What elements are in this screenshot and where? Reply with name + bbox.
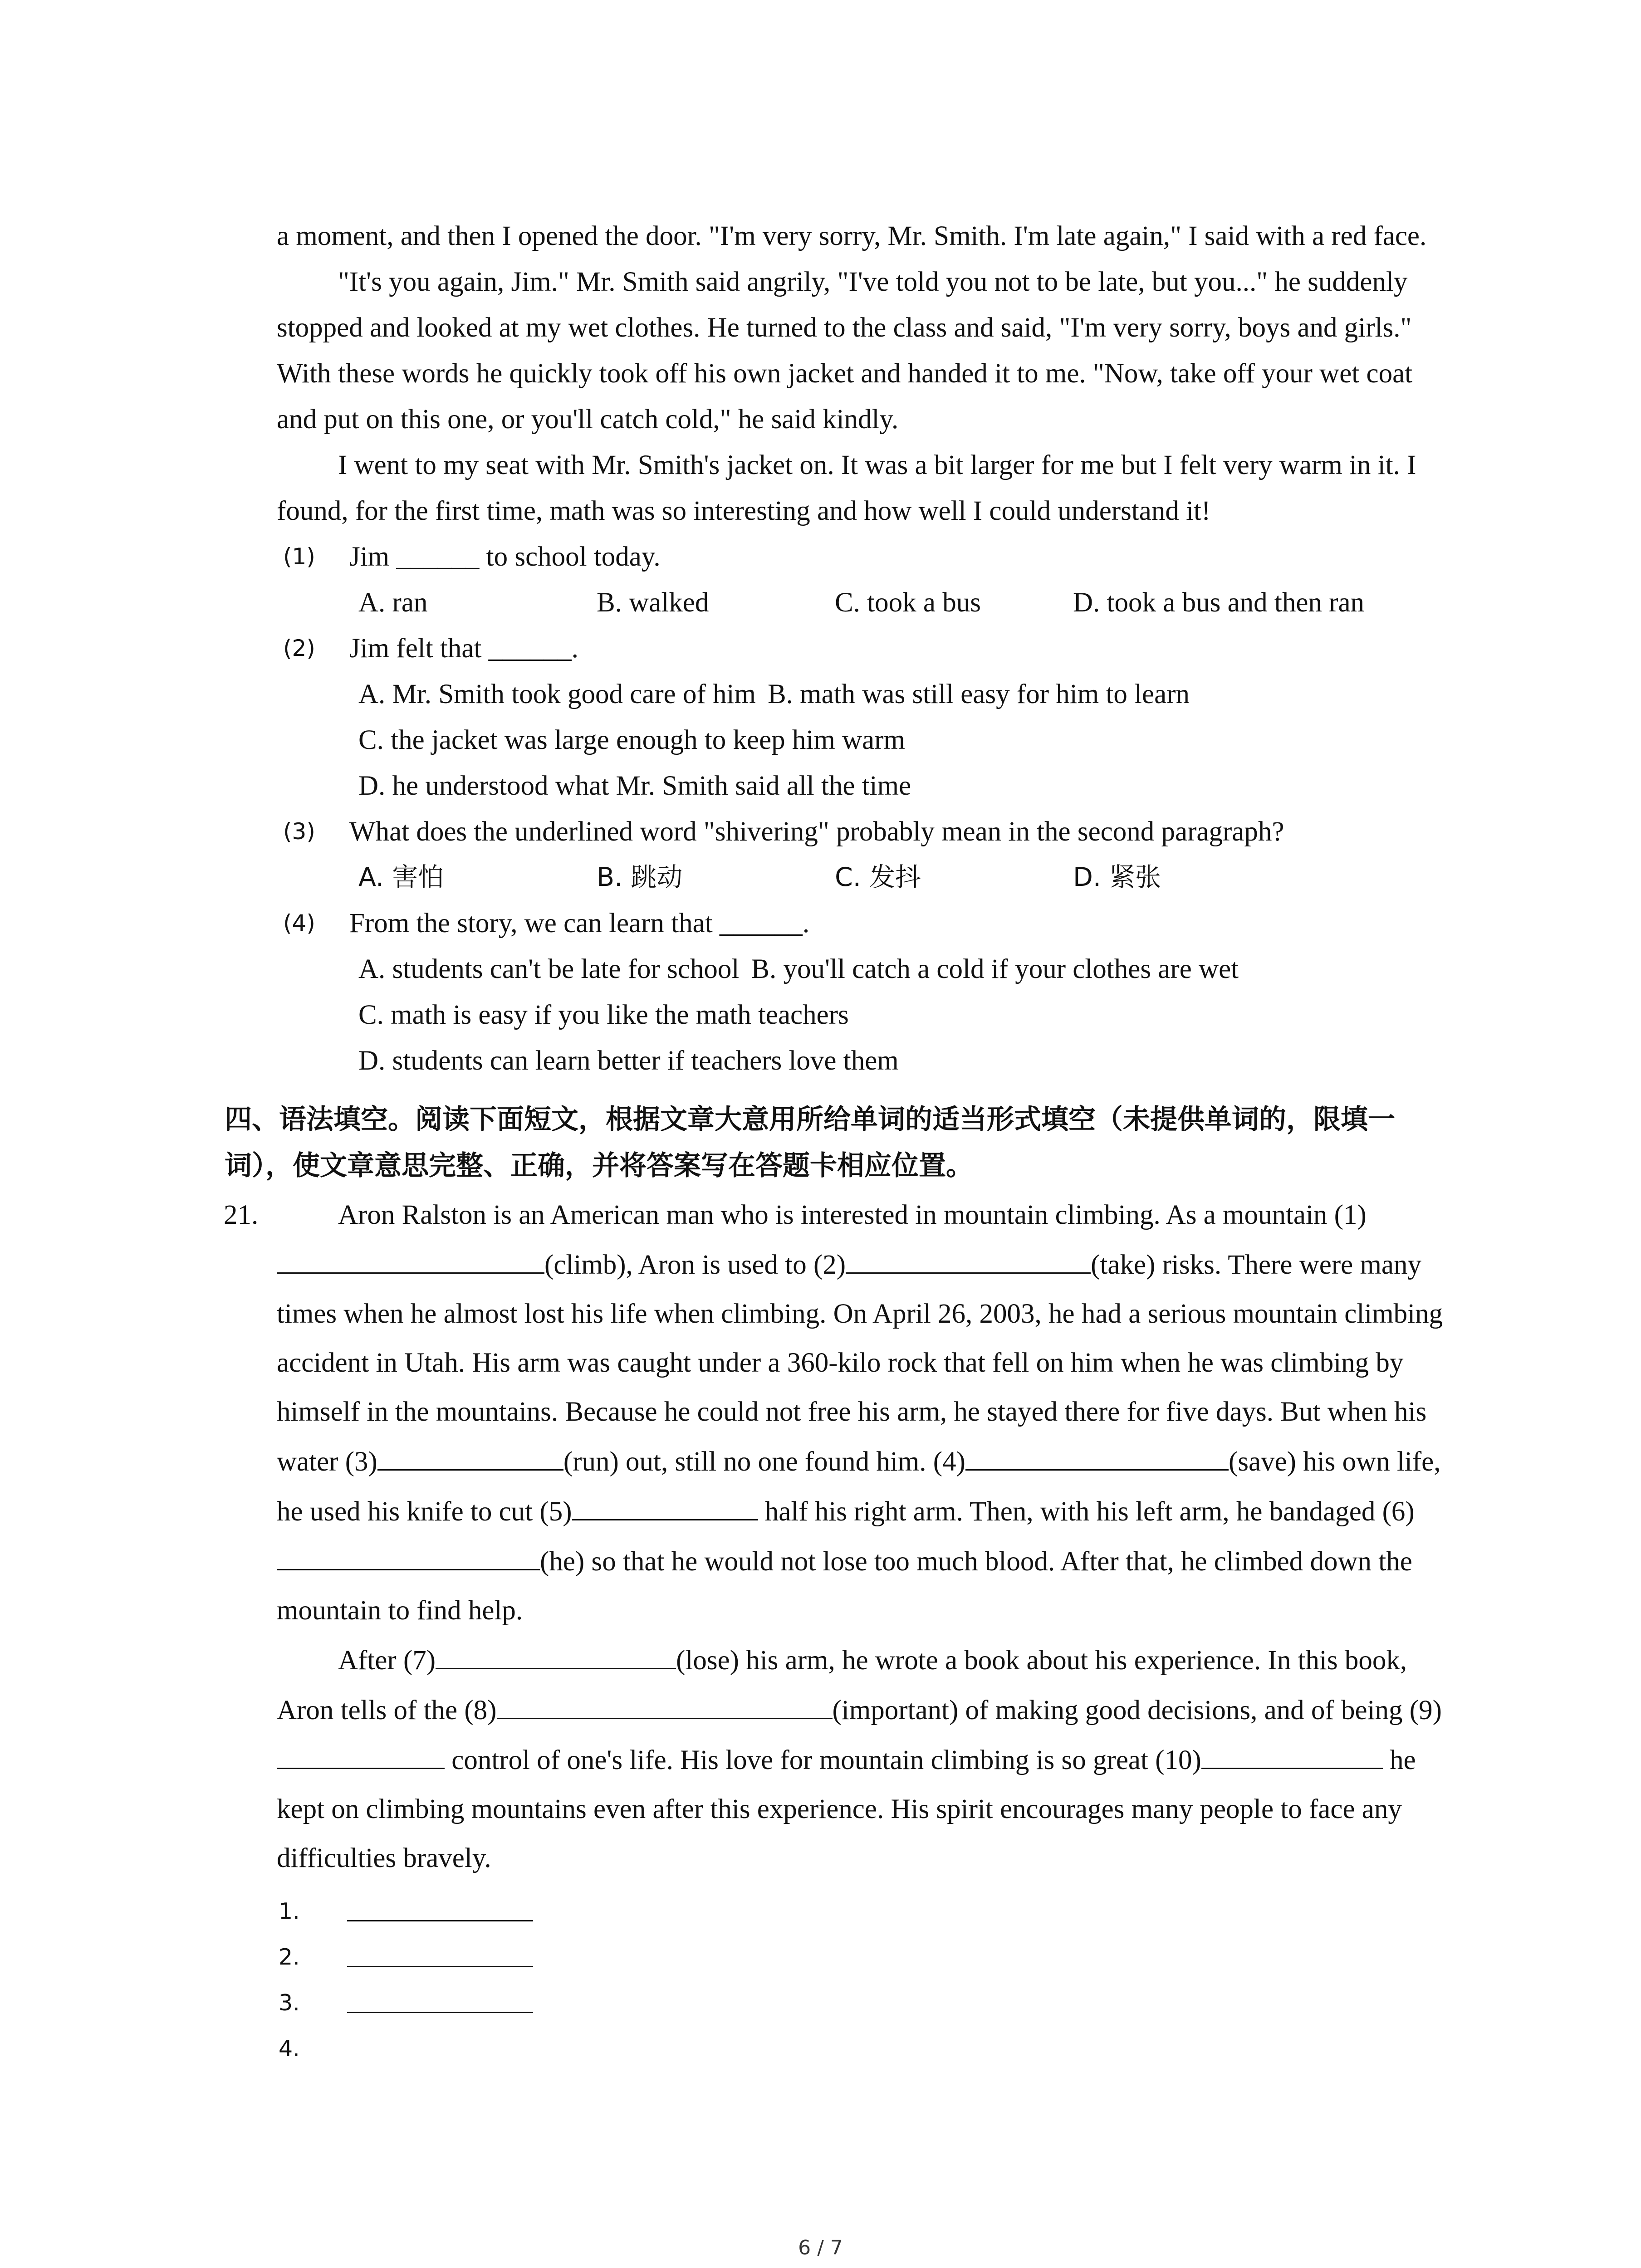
question-2-options — [277, 671, 1456, 809]
question-number: (3) — [283, 818, 315, 845]
question-2 — [277, 626, 1456, 671]
question-stem: What does the underlined word "shivering" probably mean in the second paragraph? — [349, 816, 1284, 847]
option-b[interactable]: B. you'll catch a cold if your clothes are wet — [751, 954, 1239, 984]
question-stem: From the story, we can learn that ______. — [349, 908, 810, 938]
answer-number: 1. — [279, 1898, 300, 1924]
blank-5[interactable] — [572, 1486, 758, 1520]
option-b[interactable]: B. math was still easy for him to learn — [767, 679, 1190, 709]
option-c[interactable]: C. 发抖 — [835, 862, 921, 892]
cloze-passage — [224, 1191, 1456, 1883]
option-d[interactable]: D. took a bus and then ran — [1073, 587, 1365, 618]
blank-6[interactable] — [277, 1536, 540, 1570]
blank-2[interactable] — [846, 1240, 1091, 1274]
cloze-text: control of one's life. His love for mountain climbing is so great (10) — [445, 1745, 1201, 1775]
cloze-text: (save) his own life, he used his knife to cut (5) — [277, 1447, 1441, 1527]
option-d[interactable]: D. 紧张 — [1073, 862, 1161, 892]
blank-7[interactable] — [436, 1635, 676, 1669]
answer-number: 3. — [279, 1990, 300, 2016]
cloze-text: (run) out, still no one found him. (4) — [563, 1447, 965, 1477]
cloze-text: Aron Ralston is an American man who is interested in mountain climbing. As a mountain (1) — [338, 1200, 1367, 1230]
option-c[interactable]: C. math is easy if you like the math teachers — [358, 1000, 849, 1030]
blank-10[interactable] — [1201, 1735, 1383, 1769]
blank-9[interactable] — [277, 1735, 445, 1769]
blank-1[interactable] — [277, 1240, 544, 1274]
answer-line-2 — [277, 1934, 1456, 1980]
answer-blank[interactable] — [347, 1920, 533, 1921]
question-number: (4) — [283, 910, 315, 936]
page-content — [224, 213, 1456, 2072]
answer-number: 2. — [279, 1944, 300, 1970]
item-number: 21. — [224, 1200, 259, 1230]
answer-line-1 — [277, 1888, 1456, 1934]
option-d[interactable]: D. students can learn better if teachers love them — [358, 1046, 899, 1076]
section-heading: 四、语法填空。阅读下面短文，根据文章大意用所给单词的适当形式填空（未提供单词的，限填一词），使文章意思完整、正确，并将答案写在答题卡相应位置。 — [225, 1104, 1395, 1182]
question-stem: Jim ______ to school today. — [349, 542, 661, 572]
answer-number: 4. — [279, 2036, 300, 2062]
cloze-text: half his right arm. Then, with his left arm, he bandaged (6) — [758, 1496, 1415, 1527]
cloze-text: After (7) — [338, 1645, 436, 1676]
question-number: (2) — [283, 635, 315, 661]
option-a[interactable]: A. Mr. Smith took good care of him — [358, 679, 756, 709]
question-3 — [277, 809, 1456, 855]
cloze-text: (important) of making good decisions, and of being (9) — [832, 1695, 1442, 1725]
option-b[interactable]: B. walked — [597, 587, 709, 618]
option-a[interactable]: A. 害怕 — [358, 862, 444, 892]
cloze-text: (he) so that he would not lose too much blood. After that, he climbed down the mountain to find help. — [277, 1546, 1412, 1626]
option-a[interactable]: A. ran — [358, 587, 428, 618]
blank-3[interactable] — [377, 1437, 563, 1471]
question-4 — [277, 900, 1456, 946]
answer-line-3 — [277, 1980, 1456, 2026]
passage-paragraph-3: I went to my seat with Mr. Smith's jacket on. It was a bit larger for me but I felt very warm in it. I found, for the first time, math was so interesting and how well I could understand it! — [277, 450, 1416, 526]
blank-8[interactable] — [497, 1685, 833, 1719]
cloze-paragraph-1 — [277, 1191, 1456, 1635]
passage-paragraph-2: "It's you again, Jim." Mr. Smith said angrily, "I've told you not to be late, but you..." he suddenly stopped and looked at my wet clothes. He turned to the class and said, "I'm very sorry, boys and girls." With these words he quickly took off his own jacket and handed it to me. "Now, take off your wet coat and put on this one, or you'll catch cold," he said kindly. — [277, 267, 1413, 435]
option-c[interactable]: C. the jacket was large enough to keep him warm — [358, 725, 905, 755]
answer-line-4 — [277, 2026, 1456, 2072]
option-d[interactable]: D. he understood what Mr. Smith said all the time — [358, 771, 911, 801]
option-b[interactable]: B. 跳动 — [597, 862, 683, 892]
question-3-options — [277, 855, 1456, 900]
passage-paragraph-continued: a moment, and then I opened the door. "I'm very sorry, Mr. Smith. I'm late again," I said with a red face. — [277, 221, 1427, 251]
cloze-text: (take) risks. There were many times when he almost lost his life when climbing. On April 26, 2003, he had a serious mountain climbing accident in Utah. His arm was caught under a 360-kilo rock that fell on him when he was climbing by himself in the mountains. Because he could not free his arm, he stayed there for five days. But when his water (3) — [277, 1250, 1443, 1477]
option-c[interactable]: C. took a bus — [835, 587, 981, 618]
answer-blank[interactable] — [347, 1966, 533, 1967]
cloze-paragraph-2 — [277, 1635, 1456, 1883]
cloze-text: (climb), Aron is used to (2) — [544, 1250, 846, 1280]
cloze-text: he kept on climbing mountains even after this experience. His spirit encourages many people to face any difficulties bravely. — [277, 1745, 1416, 1873]
question-1 — [277, 534, 1456, 580]
answer-blank[interactable] — [347, 2012, 533, 2013]
option-a[interactable]: A. students can't be late for school — [358, 954, 740, 984]
page-number: 6 / 7 — [798, 2236, 843, 2259]
blank-4[interactable] — [965, 1437, 1229, 1471]
question-1-options — [277, 580, 1456, 626]
answer-lines — [277, 1888, 1456, 2072]
question-number: (1) — [283, 543, 315, 570]
question-4-options — [277, 946, 1456, 1084]
cloze-text: (lose) his arm, he wrote a book about his experience. In this book, Aron tells of the (8) — [277, 1645, 1407, 1725]
question-stem: Jim felt that ______. — [349, 633, 578, 664]
